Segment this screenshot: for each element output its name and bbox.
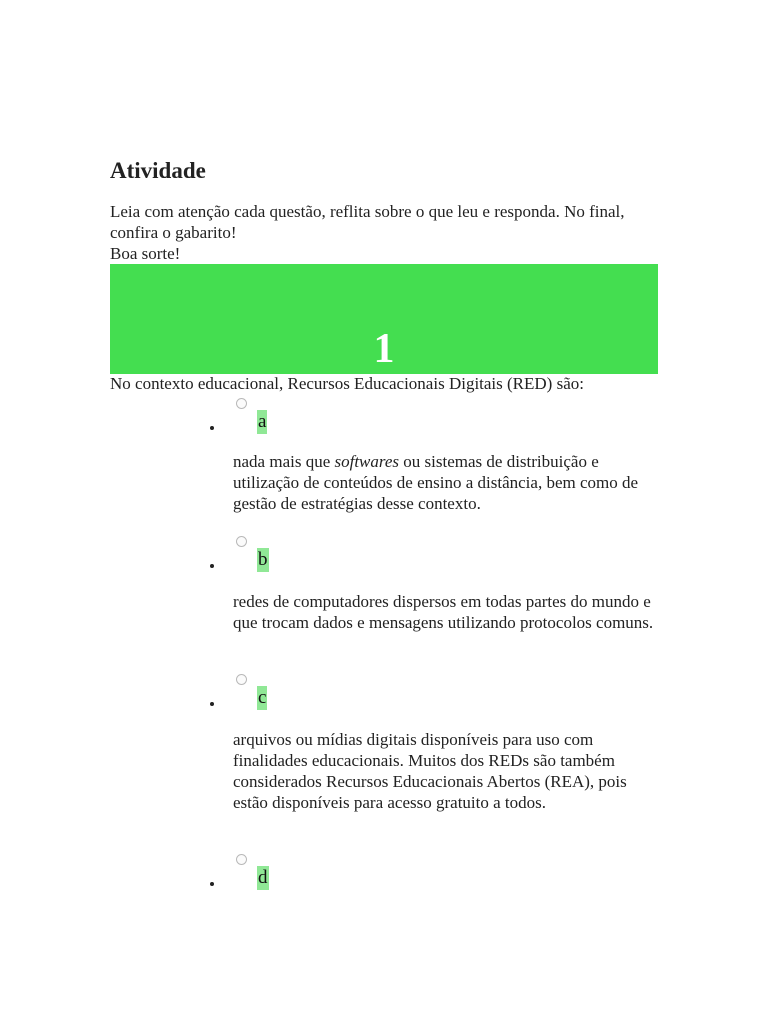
option-text-a-end: ou sistemas de distribuição e utilização de conteúdos de ensino a distância, bem como de gestão de estratégias desse contexto.: [233, 452, 639, 513]
bullet-icon: [210, 702, 214, 706]
radio-button-a[interactable]: [236, 398, 247, 409]
option-letter-d: d: [258, 867, 268, 888]
option-letter-a: a: [258, 411, 267, 432]
intro-instructions: Leia com atenção cada questão, reflita sobre o que leu e responda. No final, confira o gabarito!: [110, 202, 625, 242]
intro-text: [110, 201, 658, 264]
option-text-a: [233, 451, 663, 514]
question-prompt: No contexto educacional, Recursos Educacionais Digitais (RED) são:: [110, 374, 584, 393]
page-title: Atividade: [110, 158, 206, 183]
option-text-b: redes de computadores dispersos em todas partes do mundo e que trocam dados e mensagens utilizando protocolos comuns.: [233, 592, 654, 632]
radio-button-c[interactable]: [236, 674, 247, 685]
question-number: 1: [373, 326, 395, 372]
option-letter-b: b: [258, 549, 268, 570]
bullet-icon: [210, 882, 214, 886]
radio-button-d[interactable]: [236, 854, 247, 865]
option-text-c: arquivos ou mídias digitais disponíveis para uso com finalidades educacionais. Muitos dos REDs são também considerados Recursos Educacionais Abertos (REA), pois estão disponíveis para acesso gratuito a todos.: [233, 730, 627, 812]
option-text-a-emphasis: softwares: [334, 452, 400, 471]
option-text-a-start: nada mais que: [233, 452, 335, 471]
option-letter-c: c: [258, 687, 267, 708]
intro-good-luck: Boa sorte!: [110, 244, 181, 263]
radio-button-b[interactable]: [236, 536, 247, 547]
bullet-icon: [210, 564, 214, 568]
bullet-icon: [210, 426, 214, 430]
